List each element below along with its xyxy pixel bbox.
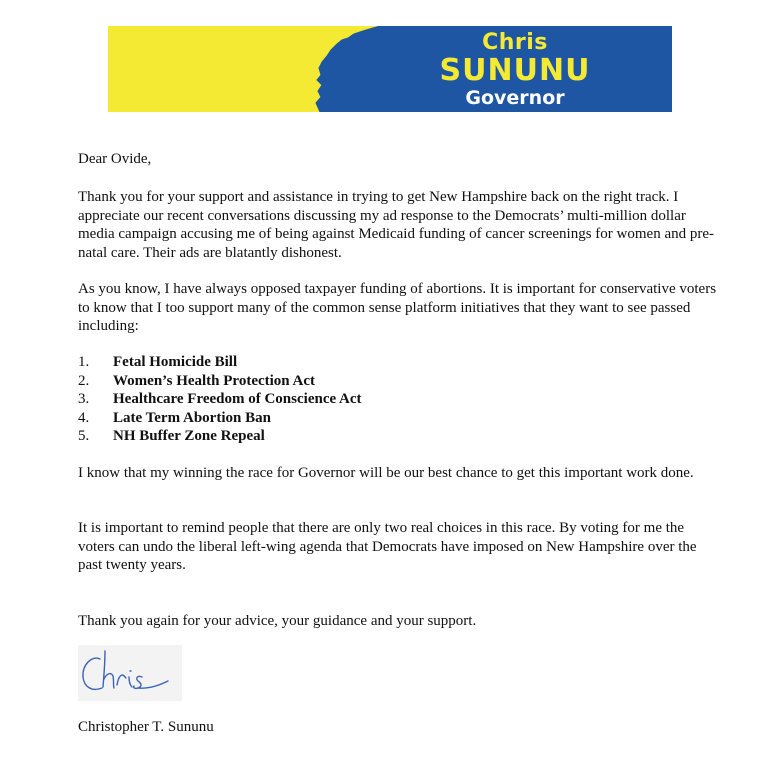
list-number: 3. xyxy=(78,391,90,408)
list-text: NH Buffer Zone Repeal xyxy=(113,428,265,445)
list-number: 4. xyxy=(78,409,90,426)
paragraph-1: Thank you for your support and assistance in trying to get New Hampshire back on the right track. I appreciate our recent conversations discussing my ad response to the Democrats’ multi-million dollar media campaign accusing me of being against Medicaid funding of cancer screenings for women and pre-natal care. Their ads are blatantly dishonest. xyxy=(78,189,715,261)
signatory-name: Christopher T. Sununu xyxy=(78,719,214,735)
handwritten-signature xyxy=(78,645,182,701)
list-number: 1. xyxy=(78,354,90,370)
closing: Thank you again for your advice, your guidance and your support. xyxy=(78,613,477,629)
list-text: Healthcare Freedom of Conscience Act xyxy=(113,391,362,408)
paragraph-3: I know that my winning the race for Governor will be our best chance to get this important work done. xyxy=(78,465,694,481)
list-number: 2. xyxy=(78,372,90,389)
banner-office: Governor xyxy=(465,87,565,109)
list-text: Women’s Health Protection Act xyxy=(113,372,316,389)
list-number: 5. xyxy=(78,428,90,445)
list-text: Late Term Abortion Ban xyxy=(113,409,271,426)
banner-title xyxy=(430,26,600,112)
greeting: Dear Ovide, xyxy=(78,151,152,167)
banner-last-name: SUNUNU xyxy=(439,53,591,88)
banner-first-name: Chris xyxy=(482,30,548,55)
campaign-banner xyxy=(108,26,672,112)
paragraph-4: It is important to remind people that there are only two real choices in this race. By voting for me the voters can undo the liberal left-wing agenda that Democrats have imposed on New Hampshire over the past twenty years. xyxy=(78,520,697,574)
paragraph-2: As you know, I have always opposed taxpayer funding of abortions. It is important for conservative voters to know that I too support many of the common sense platform initiatives that they want to see passed including: xyxy=(78,281,717,335)
new-hampshire-shape-icon xyxy=(108,26,438,112)
list-text: Fetal Homicide Bill xyxy=(113,354,238,370)
